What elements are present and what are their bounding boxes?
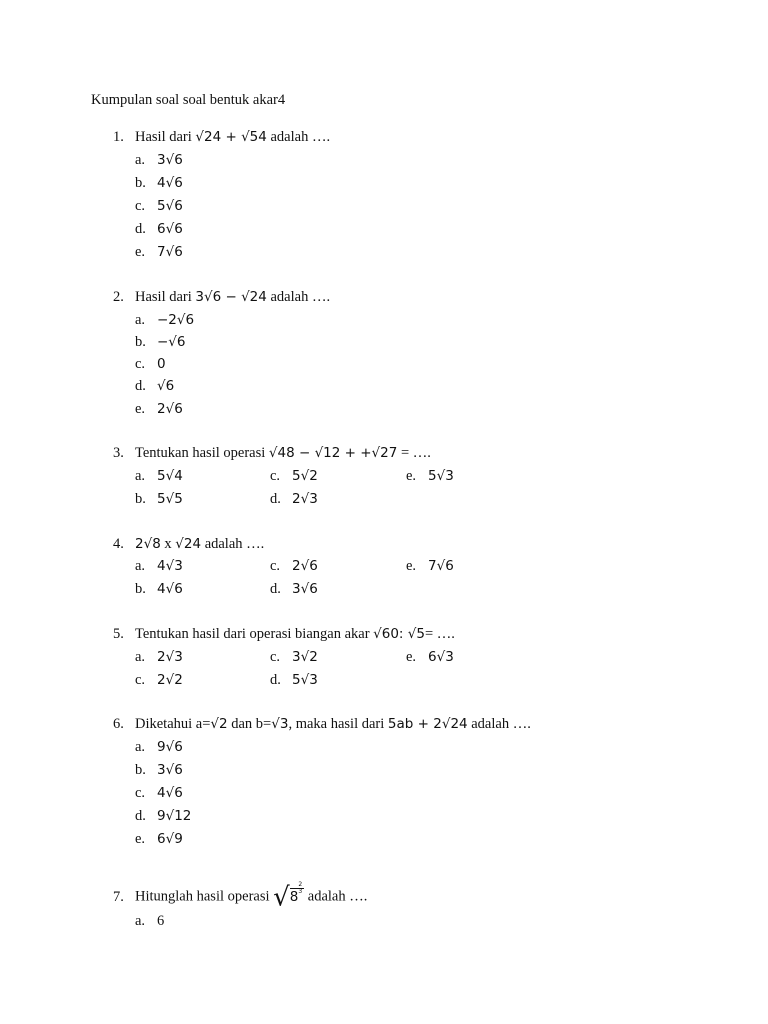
- option-letter: c.: [270, 649, 281, 665]
- option-3e: [406, 468, 454, 485]
- option-2a: [135, 312, 194, 329]
- option-value: 2√2: [157, 672, 183, 688]
- math-expression: 3√6 − √24: [195, 289, 267, 305]
- option-value: −2√6: [157, 312, 195, 328]
- question-number: 1.: [113, 129, 124, 145]
- option-letter: c.: [135, 785, 146, 801]
- nested-radical: [273, 882, 304, 913]
- option-5c: [270, 649, 318, 666]
- fraction-exponent: [298, 882, 302, 895]
- option-5a: [135, 649, 183, 666]
- option-letter: b.: [135, 762, 146, 778]
- option-letter: e.: [135, 244, 146, 260]
- option-1a: [135, 152, 183, 169]
- option-6a: [135, 739, 183, 756]
- option-letter: d.: [270, 491, 281, 507]
- option-letter: d.: [135, 808, 146, 824]
- question-text: x: [160, 536, 176, 552]
- option-value: 6: [157, 913, 165, 929]
- option-letter: a.: [135, 558, 146, 574]
- option-value: 6√6: [157, 221, 183, 237]
- option-4c: [270, 558, 318, 575]
- option-1c: [135, 198, 183, 215]
- option-letter: d.: [135, 221, 146, 237]
- question-7: [113, 882, 367, 913]
- option-6b: [135, 762, 183, 779]
- question-text: Tentukan hasil operasi: [135, 445, 269, 461]
- option-letter: a.: [135, 312, 146, 328]
- option-value: 4√6: [157, 785, 183, 801]
- question-number: 3.: [113, 445, 124, 461]
- option-2c: [135, 356, 166, 373]
- option-value: 9√12: [157, 808, 192, 824]
- option-letter: a.: [135, 152, 146, 168]
- math-expression: √24 + √54: [195, 129, 267, 145]
- option-3d: [270, 491, 318, 508]
- exponent-numerator: 2: [298, 881, 303, 888]
- option-4e: [406, 558, 454, 575]
- question-text: Hasil dari: [135, 129, 196, 145]
- option-letter: d.: [135, 378, 146, 394]
- option-value: 3√6: [157, 152, 183, 168]
- option-value: 6√3: [428, 649, 454, 665]
- question-text: Diketahui a=: [135, 716, 211, 732]
- option-6e: [135, 831, 183, 848]
- option-letter: c.: [270, 468, 281, 484]
- option-letter: b.: [135, 334, 146, 350]
- radical-sign-icon: √: [273, 882, 290, 913]
- option-letter: e.: [135, 831, 146, 847]
- question-5: [113, 626, 455, 643]
- option-7a: [135, 913, 164, 930]
- option-6d: [135, 808, 191, 825]
- option-value: 5√2: [292, 468, 318, 484]
- option-letter: e.: [406, 558, 417, 574]
- option-value: √6: [157, 378, 175, 394]
- option-1b: [135, 175, 183, 192]
- option-value: 7√6: [157, 244, 183, 260]
- option-letter: c.: [135, 198, 146, 214]
- option-value: 5√3: [292, 672, 318, 688]
- question-number: 2.: [113, 289, 124, 305]
- math-expression: √2: [210, 716, 228, 732]
- option-value: 5√6: [157, 198, 183, 214]
- option-2b: [135, 334, 186, 351]
- option-value: 2√3: [292, 491, 318, 507]
- option-letter: b.: [135, 491, 146, 507]
- option-5d: [270, 672, 318, 689]
- question-number: 5.: [113, 626, 124, 642]
- math-expression: √24: [175, 536, 202, 552]
- option-value: 3√6: [292, 581, 318, 597]
- question-number: 6.: [113, 716, 124, 732]
- option-3a: [135, 468, 183, 485]
- option-value: 3√6: [157, 762, 183, 778]
- option-letter: d.: [270, 581, 281, 597]
- question-text: adalah ….: [467, 716, 531, 732]
- option-value: 2√6: [157, 401, 183, 417]
- document-title: Kumpulan soal soal bentuk akar4: [91, 92, 286, 108]
- question-text: Hitunglah hasil operasi: [135, 888, 274, 905]
- option-6c: [135, 785, 183, 802]
- question-number: 7.: [113, 888, 124, 905]
- option-value: 5√3: [428, 468, 454, 484]
- option-letter: a.: [135, 468, 146, 484]
- option-4d: [270, 581, 318, 598]
- math-expression: 5ab + 2√24: [387, 716, 468, 732]
- question-text: = ….: [424, 626, 455, 642]
- option-3c: [270, 468, 318, 485]
- option-value: 4√3: [157, 558, 183, 574]
- option-letter: a.: [135, 739, 146, 755]
- option-letter: c.: [135, 356, 146, 372]
- option-4a: [135, 558, 183, 575]
- question-text: adalah ….: [304, 888, 368, 905]
- math-expression: √60: √5: [373, 626, 425, 642]
- option-3b: [135, 491, 183, 508]
- math-expression: √3: [271, 716, 289, 732]
- exponent-denominator: 3: [298, 888, 303, 895]
- option-value: −√6: [157, 334, 186, 350]
- option-letter: a.: [135, 913, 146, 929]
- radicand-base: 8: [289, 889, 299, 905]
- option-letter: d.: [270, 672, 281, 688]
- option-letter: b.: [135, 175, 146, 191]
- math-expression: 2√8: [135, 536, 161, 552]
- option-value: 6√9: [157, 831, 183, 847]
- option-value: 0: [157, 356, 166, 372]
- question-6: [113, 716, 531, 733]
- option-value: 3√2: [292, 649, 318, 665]
- question-2: [113, 289, 330, 306]
- option-letter: c.: [270, 558, 281, 574]
- radicand: [289, 881, 304, 905]
- question-number: 4.: [113, 536, 124, 552]
- option-value: 4√6: [157, 581, 183, 597]
- option-letter: a.: [135, 649, 146, 665]
- option-5e: [406, 649, 454, 666]
- option-2d: [135, 378, 174, 395]
- option-letter: e.: [406, 649, 417, 665]
- option-1d: [135, 221, 183, 238]
- question-text: adalah ….: [201, 536, 265, 552]
- question-4: [113, 536, 264, 553]
- question-1: [113, 129, 330, 146]
- math-expression: √48 − √12 + +√27: [268, 445, 398, 461]
- option-value: 2√6: [292, 558, 318, 574]
- question-text: , maka hasil dari: [288, 716, 388, 732]
- question-text: Hasil dari: [135, 289, 196, 305]
- question-text: dan b=: [227, 716, 272, 732]
- option-value: 4√6: [157, 175, 183, 191]
- option-4b: [135, 581, 183, 598]
- option-5c2: [135, 672, 183, 689]
- option-value: 9√6: [157, 739, 183, 755]
- option-1e: [135, 244, 183, 261]
- option-value: 2√3: [157, 649, 183, 665]
- option-letter: e.: [406, 468, 417, 484]
- option-value: 5√5: [157, 491, 183, 507]
- option-letter: c.: [135, 672, 146, 688]
- option-letter: e.: [135, 401, 146, 417]
- question-text: = ….: [397, 445, 431, 461]
- option-value: 7√6: [428, 558, 454, 574]
- question-text: adalah ….: [266, 289, 331, 305]
- question-3: [113, 445, 431, 462]
- question-text: adalah ….: [266, 129, 331, 145]
- option-value: 5√4: [157, 468, 183, 484]
- question-text: Tentukan hasil dari operasi biangan akar: [135, 626, 374, 642]
- option-letter: b.: [135, 581, 146, 597]
- option-2e: [135, 401, 183, 418]
